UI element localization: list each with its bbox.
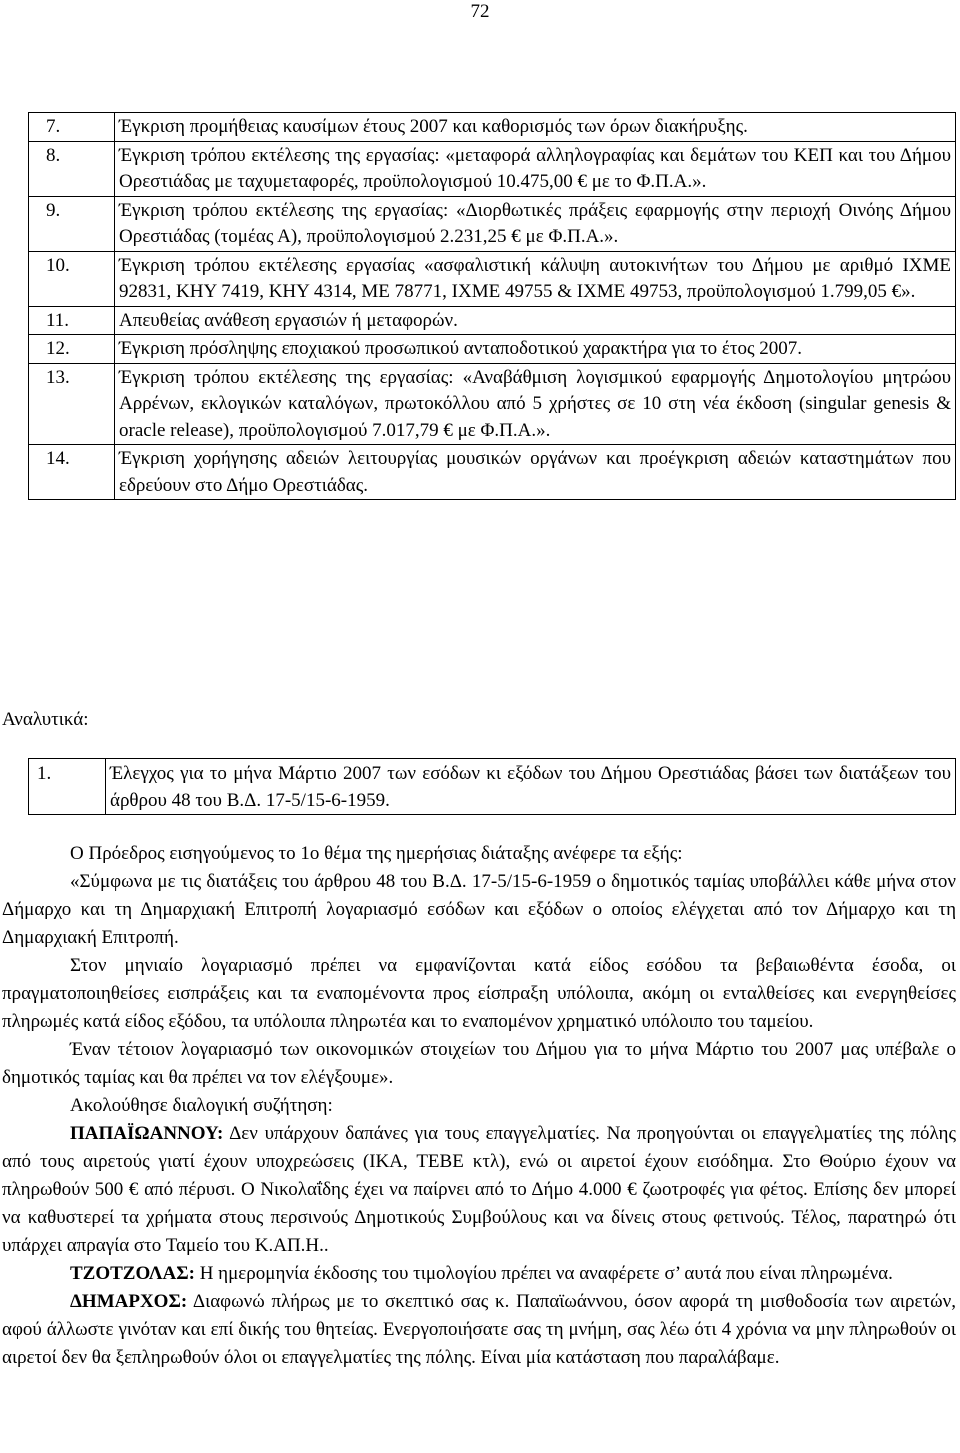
body-paragraph: «Σύμφωνα με τις διατάξεις του άρθρου 48 του Β.Δ. 17-5/15-6-1959 ο δημοτικός ταμίας υποβάλλει κάθε μήνα στον Δήμαρχο και τη Δημαρχιακή Επιτροπή λογαριασμό εσόδων και εξόδων ο οποίος ελέγχεται από τον Δήμαρχο και τη Δημαρχιακή Επιτροπή. xyxy=(2,871,956,948)
page-number: 72 xyxy=(470,1,490,22)
agenda-text: Απευθείας ανάθεση εργασιών ή μεταφορών. xyxy=(115,306,956,335)
speaker-name: ΤΖΟΤΖΟΛΑΣ: xyxy=(70,1263,195,1284)
speaker-text: Διαφωνώ πλήρως με το σκεπτικό σας κ. Παπαϊωάννου, όσον αφορά τη μισθοδοσία των αιρετών, αφού άλλωστε γινόταν και επί δικής του θητείας. Ενεργοποιήσατε σας τη μνήμη, σας λέω ότι 4 χρόνια να μην πληρωθούν οι αιρετοί δεν θα ξεπληρωθούν όλοι οι επαγγελματίες της πόλης. Είναι μία κατάσταση που παραλάβαμε. xyxy=(2,1291,956,1368)
agenda-row xyxy=(29,141,956,196)
agenda-number: 11. xyxy=(29,306,115,335)
speaker-text: Δεν υπάρχουν δαπάνες για τους επαγγελματίες. Να προηγούνται οι επαγγελματίες της πόλης από τους αιρετούς γιατί έχουν υποχρεώσεις (ΙΚΑ, ΤΕΒΕ κτλ), ενώ οι αιρετοί έχουν εισόδημα. Στο Θούριο έχουν να πληρωθούν 500 € από πέρυσι. Ο Νικολαΐδης έχει να παίρνει από το Δήμο 4.000 € ζωοτροφές για φέτος. Επίσης δεν μπορεί να καθυστερεί τα χρήματα στους περσινούς Δημοτικούς Συμβούλους και να δίνεις στους φετινούς. Τέλος, παρατηρώ ότι υπάρχει απραγία στο Ταμείο του Κ.ΑΠ.Η.. xyxy=(2,1123,956,1256)
agenda-number: 14. xyxy=(29,445,115,500)
speaker-paragraph xyxy=(2,1120,956,1260)
agenda-row xyxy=(29,113,956,142)
speaker-name: ΔΗΜΑΡΧΟΣ: xyxy=(70,1291,188,1312)
body-paragraph: Ακολούθησε διαλογική συζήτηση: xyxy=(70,1095,333,1116)
item1-row xyxy=(29,759,956,815)
agenda-row xyxy=(29,445,956,500)
agenda-number: 7. xyxy=(29,113,115,142)
agenda-row xyxy=(29,251,956,306)
agenda-text: Έγκριση τρόπου εκτέλεσης της εργασίας: «Διορθωτικές πράξεις εφαρμογής στην περιοχή Οινόης Δήμου Ορεστιάδας (τομέας Α), προϋπολογισμού 2.231,25 € με Φ.Π.Α.». xyxy=(115,196,956,251)
agenda-number: 13. xyxy=(29,363,115,445)
analytika-heading: Αναλυτικά: xyxy=(2,709,89,730)
item1-number: 1. xyxy=(29,759,106,815)
speaker-name: ΠΑΠΑΪΩΑΝΝΟΥ: xyxy=(70,1123,224,1144)
item1-text: Έλεγχος για το μήνα Μάρτιο 2007 των εσόδων κι εξόδων του Δήμου Ορεστιάδας βάσει των διατάξεων του άρθρου 48 του Β.Δ. 17-5/15-6-1959. xyxy=(106,759,956,815)
agenda-row xyxy=(29,335,956,364)
agenda-number: 8. xyxy=(29,141,115,196)
body-paragraph: Στον μηνιαίο λογαριασμό πρέπει να εμφανίζονται κατά είδος εσόδου τα βεβαιωθέντα έσοδα, οι πραγματοποιηθείσες εισπράξεις και τα εναπομένοντα προς είσπραξη υπόλοιπα, ακόμη οι ενταλθείσες και ενεργηθείσες πληρωμές κατά είδος εξόδου, τα υπόλοιπα πληρωτέα και το εναπομένον χρηματικό υπόλοιπο του ταμείου. xyxy=(2,955,956,1032)
agenda-text: Έγκριση χορήγησης αδειών λειτουργίας μουσικών οργάνων και προέγκριση αδειών καταστημάτων που εδρεύουν στο Δήμο Ορεστιάδας. xyxy=(115,445,956,500)
agenda-text: Έγκριση πρόσληψης εποχιακού προσωπικού ανταποδοτικού χαρακτήρα για το έτος 2007. xyxy=(115,335,956,364)
agenda-text: Έγκριση τρόπου εκτέλεσης της εργασίας: «μεταφορά αλληλογραφίας και δεμάτων του ΚΕΠ και του Δήμου Ορεστιάδας με ταχυμεταφορές, προϋπολογισμού 10.475,00 € με το Φ.Π.Α.». xyxy=(115,141,956,196)
agenda-number: 9. xyxy=(29,196,115,251)
agenda-row xyxy=(29,306,956,335)
body-paragraph: Έναν τέτοιον λογαριασμό των οικονομικών στοιχείων του Δήμου για το μήνα Μάρτιο του 2007 μας υπέβαλε ο δημοτικός ταμίας και θα πρέπει να τον ελέγξουμε». xyxy=(2,1039,956,1088)
speaker-paragraph xyxy=(2,1260,956,1288)
agenda-row xyxy=(29,363,956,445)
item1-table xyxy=(28,758,956,815)
minutes-body xyxy=(2,840,956,1372)
agenda-text: Έγκριση προμήθειας καυσίμων έτους 2007 και καθορισμός των όρων διακήρυξης. xyxy=(115,113,956,142)
agenda-table xyxy=(28,112,956,500)
agenda-text: Έγκριση τρόπου εκτέλεσης εργασίας «ασφαλιστική κάλυψη αυτοκινήτων του Δήμου με αριθμό ΙΧΜΕ 92831, ΚΗΥ 7419, ΚΗΥ 4314, ΜΕ 78771, ΙΧΜΕ 49755 & ΙΧΜΕ 49753, προϋπολογισμού 1.799,05 €». xyxy=(115,251,956,306)
body-paragraph: Ο Πρόεδρος εισηγούμενος το 1ο θέμα της ημερήσιας διάταξης ανέφερε τα εξής: xyxy=(70,843,683,864)
agenda-number: 10. xyxy=(29,251,115,306)
agenda-row xyxy=(29,196,956,251)
speaker-text: Η ημερομηνία έκδοσης του τιμολογίου πρέπει να αναφέρετε σ’ αυτά που είναι πληρωμένα. xyxy=(194,1263,893,1284)
agenda-number: 12. xyxy=(29,335,115,364)
speaker-paragraph xyxy=(2,1288,956,1372)
agenda-text: Έγκριση τρόπου εκτέλεσης της εργασίας: «Αναβάθμιση λογισμικού εφαρμογής Δημοτολογίου μητρώου Αρρένων, εκλογικών καταλόγων, πρωτοκόλλου από 5 χρήστες σε 10 στη νέα έκδοση (singular genesis & oracle release), προϋπολογισμού 7.017,79 € με Φ.Π.Α.». xyxy=(115,363,956,445)
